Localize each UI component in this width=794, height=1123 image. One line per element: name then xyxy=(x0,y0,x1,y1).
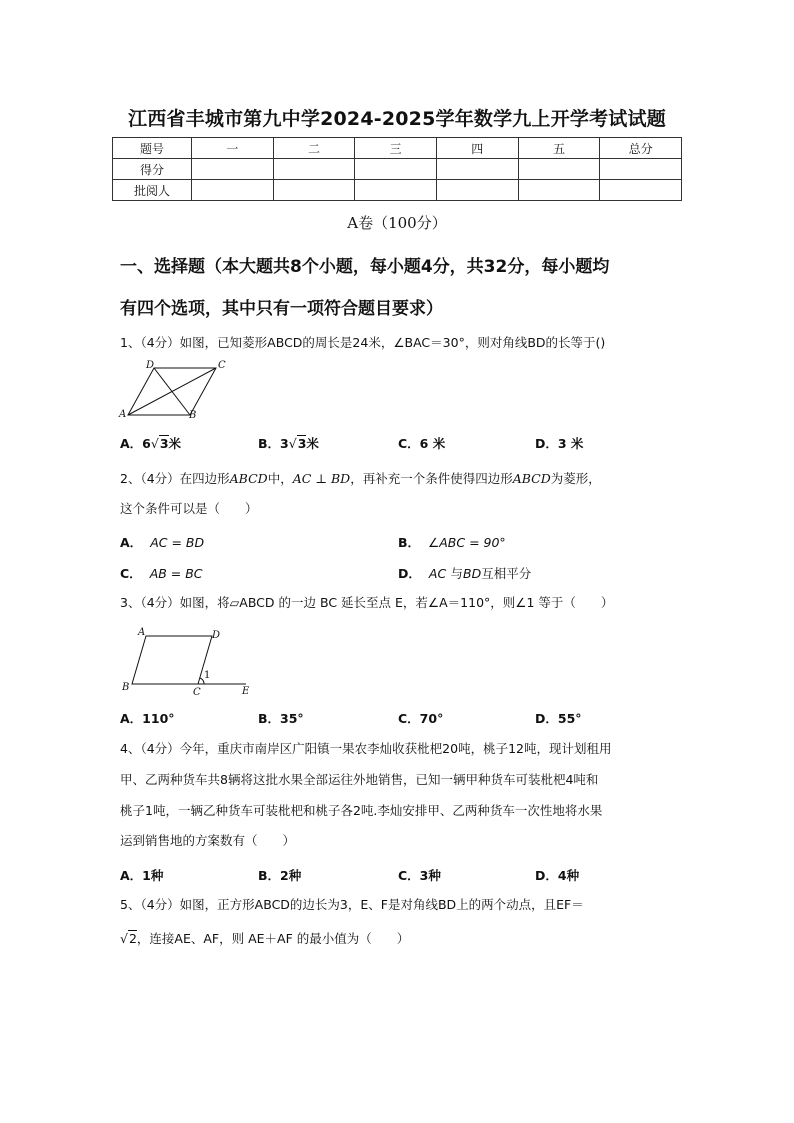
score-cell xyxy=(518,159,600,180)
score-header-cell: 一 xyxy=(192,138,274,159)
q4-stem-line1: 4、（4分）今年，重庆市南岸区广阳镇一果农李灿收获枇杷20吨，桃子12吨，现计划租用 xyxy=(120,741,612,756)
score-header-cell: 总分 xyxy=(600,138,682,159)
score-cell xyxy=(518,180,600,201)
q2-option-b[interactable]: B． ∠ABC = 90° xyxy=(398,535,506,550)
score-header-cell: 二 xyxy=(273,138,355,159)
diagonal-bd xyxy=(154,368,190,415)
q2-option-a[interactable]: A． AC = BD xyxy=(120,535,205,550)
score-table-row xyxy=(113,180,682,201)
score-cell xyxy=(273,180,355,201)
q3-parallelogram-figure xyxy=(118,624,258,696)
q1-option-d[interactable]: D．3 米 xyxy=(535,436,584,451)
q2-option-d[interactable]: D． AC 与BD互相平分 xyxy=(398,566,532,581)
q5-stem-line1: 5、（4分）如图，正方形ABCD的边长为3，E、F是对角线BD上的两个动点，且EF＝ xyxy=(120,897,584,912)
label-d: D xyxy=(212,630,221,641)
score-cell xyxy=(436,159,518,180)
q1-option-a[interactable]: A．6√3米 xyxy=(120,436,182,451)
q1-rhombus-figure xyxy=(118,360,228,422)
part1-heading-line1: 一、选择题（本大题共8个小题，每小题4分，共32分，每小题均 xyxy=(120,257,610,277)
score-cell xyxy=(355,159,437,180)
q5-stem-line2: √2，连接AE、AF，则 AE＋AF 的最小值为（ ） xyxy=(120,931,410,946)
q1-option-c[interactable]: C．6 米 xyxy=(398,436,446,451)
q4-option-b[interactable]: B．2种 xyxy=(258,868,302,883)
q4-option-c[interactable]: C．3种 xyxy=(398,868,441,883)
exam-title: 江西省丰城市第九中学2024-2025学年数学九上开学考试试题 xyxy=(128,108,666,130)
q2-stem-line1: 2、（4分）在四边形ABCD中，AC ⊥ BD，再补充一个条件使得四边形ABCD为菱形， xyxy=(120,471,601,486)
q2-option-c[interactable]: C． AB = BC xyxy=(120,566,203,581)
q3-option-b[interactable]: B．35° xyxy=(258,711,304,726)
label-c: C xyxy=(218,360,226,371)
score-cell xyxy=(355,180,437,201)
label-c: C xyxy=(193,687,201,696)
q3-option-c[interactable]: C．70° xyxy=(398,711,444,726)
score-table xyxy=(112,137,682,201)
score-cell xyxy=(436,180,518,201)
label-e: E xyxy=(242,686,250,696)
label-angle-1: 1 xyxy=(204,670,211,681)
label-a: A xyxy=(119,409,127,420)
label-b: B xyxy=(189,410,197,421)
score-cell xyxy=(192,180,274,201)
label-d: D xyxy=(146,360,155,371)
q4-option-a[interactable]: A．1种 xyxy=(120,868,164,883)
score-cell xyxy=(192,159,274,180)
score-table-header-row xyxy=(113,138,682,159)
score-row-label: 批阅人 xyxy=(113,180,192,201)
q3-stem: 3、（4分）如图，将▱ABCD 的一边 BC 延长至点 E，若∠A＝110°，则∠1 等于（ ） xyxy=(120,595,614,610)
q3-option-a[interactable]: A．110° xyxy=(120,711,175,726)
score-header-cell: 五 xyxy=(518,138,600,159)
score-cell xyxy=(600,159,682,180)
score-row-label: 得分 xyxy=(113,159,192,180)
score-header-cell: 四 xyxy=(436,138,518,159)
q4-option-d[interactable]: D．4种 xyxy=(535,868,580,883)
label-b: B xyxy=(122,682,130,693)
q1-stem: 1、（4分）如图，已知菱形ABCD的周长是24米，∠BAC＝30°，则对角线BD的长等于() xyxy=(120,335,606,350)
score-header-cell: 三 xyxy=(355,138,437,159)
section-a-heading: A卷（100分） xyxy=(347,214,447,232)
q3-option-d[interactable]: D．55° xyxy=(535,711,582,726)
part1-heading-line2: 有四个选项，其中只有一项符合题目要求） xyxy=(120,299,443,319)
q1-option-b[interactable]: B．3√3米 xyxy=(258,436,319,451)
parallelogram-outline xyxy=(132,636,212,684)
q4-stem-line2: 甲、乙两种货车共8辆将这批水果全部运往外地销售，已知一辆甲种货车可装枇杷4吨和 xyxy=(120,772,599,787)
q4-stem-line3: 桃子1吨，一辆乙种货车可装枇杷和桃子各2吨.李灿安排甲、乙两种货车一次性地将水果 xyxy=(120,803,603,818)
score-table-row xyxy=(113,159,682,180)
q2-stem-line2: 这个条件可以是（ ） xyxy=(120,501,258,516)
score-header-cell: 题号 xyxy=(113,138,192,159)
score-cell xyxy=(600,180,682,201)
q4-stem-line4: 运到销售地的方案数有（ ） xyxy=(120,833,296,848)
label-a: A xyxy=(138,627,146,638)
score-cell xyxy=(273,159,355,180)
